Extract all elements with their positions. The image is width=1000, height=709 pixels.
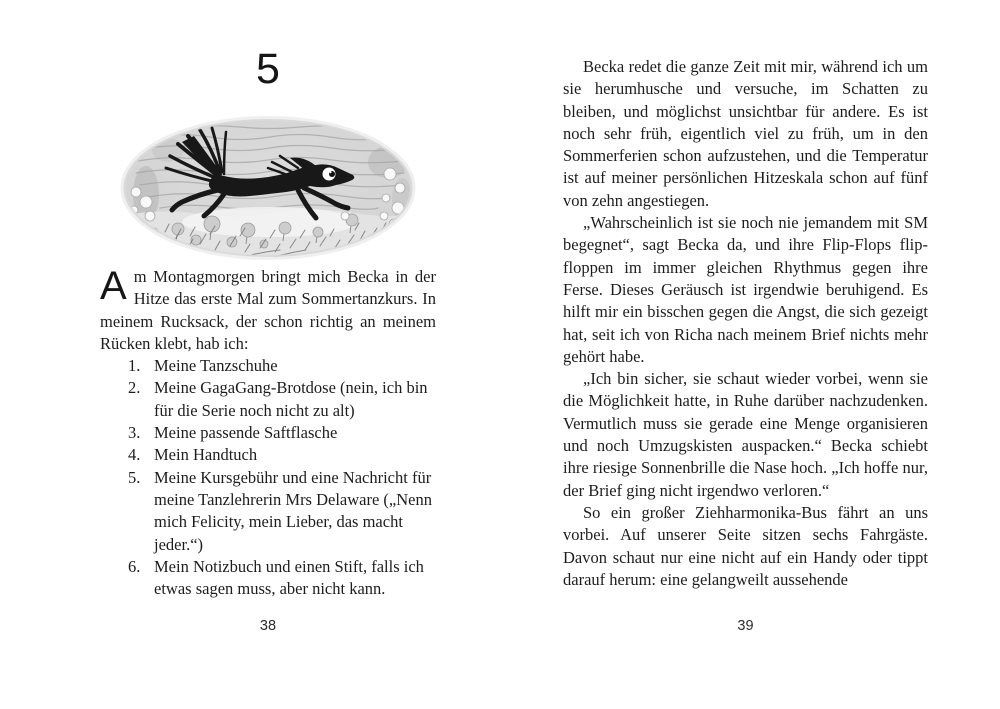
list-item-number: 5. [128,467,141,487]
packing-list [100,355,436,600]
list-item-text: Meine GagaGang-Brotdose (nein, ich bin für die Serie noch nicht zu alt) [154,378,428,420]
list-item-text: Meine passende Saftflasche [154,423,338,443]
body-paragraph: So ein großer Ziehharmonika-Bus fährt an uns vorbei. Auf unserer Seite sitzen sechs Fahrgäste. Davon schaut nur eine nicht auf ein Handy oder tippt darauf herum: eine gelangweilt aussehende [563,502,928,589]
list-item-number: 2. [128,378,141,398]
running-dog-illustration [120,116,416,262]
opening-paragraph-text: m Montagmorgen bringt mich Becka in der Hitze das erste Mal zum Sommertanzkurs. In meinem Rucksack, der schon richtig an meinem Rücken klebt, hab ich: [100,267,436,353]
list-item-text: Meine Tanzschuhe [154,356,278,376]
opening-paragraph [100,266,436,355]
list-item [128,444,436,466]
body-paragraph: „Wahrscheinlich ist sie noch nie jemandem mit SM begegnet“, sagt Becka da, und ihre Flip-Flops flip-floppen im immer gleichen Rhythmus gegen ihre Ferse. Dieses Geräusch ist irgendwie beruhigend. Es hilft mir ein bisschen gegen die Angst, die sich gezeigt hat, seit ich von Richa nach meinem Brief nichts mehr gehört habe. [563,213,928,366]
list-item [128,556,436,601]
page-number-right: 39 [737,618,754,634]
list-item [128,377,436,422]
list-item-text: Mein Handtuch [154,445,258,465]
chapter-number: 5 [256,45,280,93]
drop-cap: A [100,264,127,308]
list-item-number: 3. [128,423,141,443]
list-item-number: 4. [128,445,141,465]
right-text-block [563,56,928,591]
left-page [100,0,436,709]
list-item [128,467,436,556]
list-item-text: Meine Kursgebühr und eine Nachricht für meine Tanzlehrerin Mrs Delaware („Nenn mich Felicity, mein Lieber, das macht jeder.“) [154,467,432,554]
body-paragraph: Becka redet die ganze Zeit mit mir, während ich um sie herumhusche und versuche, im Schatten zu bleiben, und möglichst unsichtbar für andere. Es ist noch sehr früh, eigentlich viel zu früh, um in den Sommerferien schon aufzustehen, und die Temperatur ist auf meiner persönlichen Hitzeskala schon auf fünf von zehn angestiegen. [563,57,928,210]
list-item [128,422,436,444]
right-page [563,0,928,709]
page-number-left: 38 [259,618,277,634]
list-item [128,355,436,377]
left-text-block [100,266,436,600]
body-paragraph: „Ich bin sicher, sie schaut wieder vorbei, wenn sie die Möglichkeit hatte, in Ruhe darüber nachzudenken. Vermutlich muss sie gerade eine Menge organisieren und noch Umzugskisten auspacken.“ Becka schiebt ihre riesige Sonnenbrille die Nase hoch. „Ich hoffe nur, der Brief ging nicht irgendwo verloren.“ [563,369,928,500]
list-item-text: Mein Notizbuch und einen Stift, falls ich etwas sagen muss, aber nicht kann. [154,556,424,599]
list-item-number: 6. [128,556,141,576]
list-item-number: 1. [128,356,141,376]
